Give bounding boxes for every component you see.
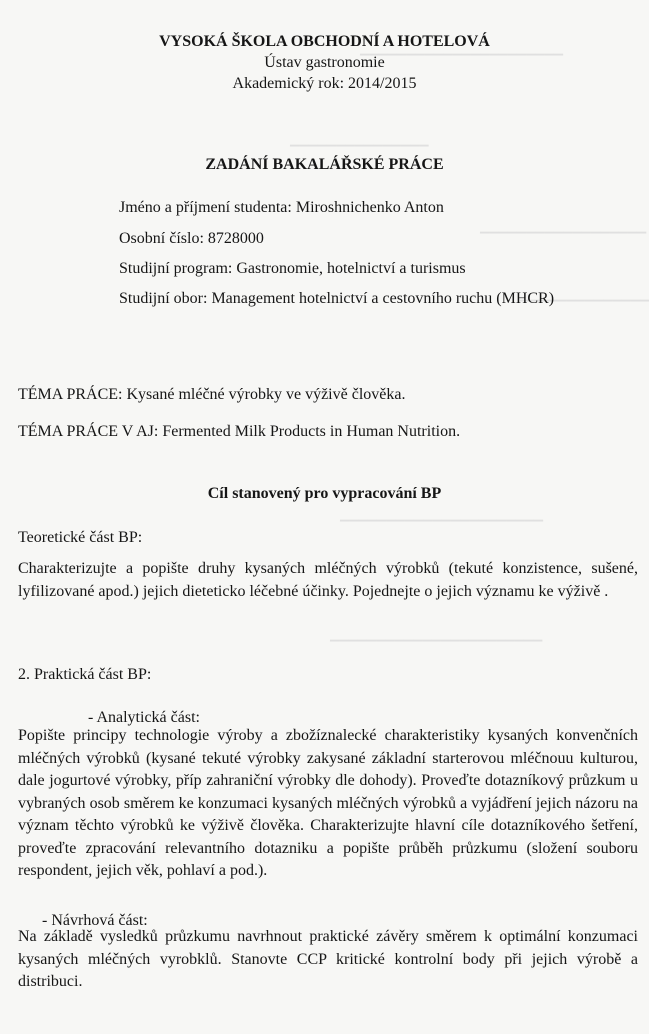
bleed-through-mark: ▔▔▔▔▔▔▔▔▔▔▔▔▔▔▔▔▔▔▔▔▔▔▔ [330, 640, 543, 654]
topic-english: TÉMA PRÁCE V AJ: Fermented Milk Products in Human Nutrition. [18, 423, 461, 440]
analytic-label: - Analytická část: [88, 709, 200, 726]
topic-czech: TÉMA PRÁCE: Kysané mléčné výrobky ve výživě člověka. [18, 386, 406, 403]
bleed-through-mark: ▔▔▔▔▔▔▔▔▔▔▔▔▔▔▔▔▔▔ [480, 232, 647, 246]
theory-heading: Teoretické část BP: [18, 529, 143, 546]
student-number: Osobní číslo: 8728000 [119, 230, 264, 247]
academic-year: Akademický rok: 2014/2015 [232, 75, 417, 92]
practical-heading: 2. Praktická část BP: [18, 666, 152, 683]
goal-heading: Cíl stanovený pro vypracování BP [207, 485, 442, 502]
bleed-through-mark: ▔▔▔▔▔▔▔▔▔▔▔▔▔▔▔▔▔▔▔▔▔▔ [360, 54, 564, 68]
bleed-through-mark: ▔▔▔▔▔▔▔▔▔▔▔▔▔▔▔ [290, 145, 429, 159]
document-title: ZADÁNÍ BAKALÁŘSKÉ PRÁCE [205, 156, 444, 173]
student-name: Jméno a příjmení studenta: Miroshnichenko Anton [119, 199, 444, 216]
study-field: Studijní obor: Management hotelnictví a cestovního ruchu (MHCR) [119, 290, 555, 307]
analytic-text: Popište principy technologie výroby a zbožíznalecké charakteristiky kysaných konvenčních mléčných výrobků (kysané tekuté výrobky zakysané základní starterovou mléčnouu kulturou, dale jogurtové výrobky, příp zahraniční výrobky dle dohody). Proveďte dotazníkový průzkum u vybraných osob směrem ke konzumaci kysaných mléčných výrobků a vyjádření jejich názoru na význam těchto výrobků ke výživě člověka. Charakterizujte hlavní cíle dotazníkového šetření, proveďte zpracování relevantního dotazniku a popište průběh průzkumu (složení souboru respondent, jejich věk, pohlaví a pod.). [18, 727, 638, 879]
bleed-through-mark: ▔▔▔▔▔▔▔▔▔▔▔▔▔▔▔▔▔▔▔▔▔▔ [340, 520, 544, 534]
bleed-through-mark: ▔▔▔▔▔▔▔▔▔▔▔▔▔▔ [520, 300, 649, 314]
school-name: VYSOKÁ ŠKOLA OBCHODNÍ A HOTELOVÁ [159, 33, 490, 50]
institute-name: Ústav gastronomie [264, 54, 385, 71]
design-label: - Návrhová část: [42, 912, 148, 929]
design-text: Na základě vysledků průzkumu navrhnout praktické závěry směrem k optimální konzumaci kysaných mléčných vyrobklů. Stanovte CCP kritické kontrolní body při jejich výrobě a distribuci. [18, 928, 638, 990]
theory-text: Charakterizujte a popište druhy kysaných mléčných výrobků (tekuté konzistence, sušené, lyfilizované apod.) jejich dieteticko léčebné účinky. Pojednejte o jejich významu ke výživě . [18, 560, 638, 600]
study-program: Studijní program: Gastronomie, hotelnictví a turismus [119, 260, 466, 277]
